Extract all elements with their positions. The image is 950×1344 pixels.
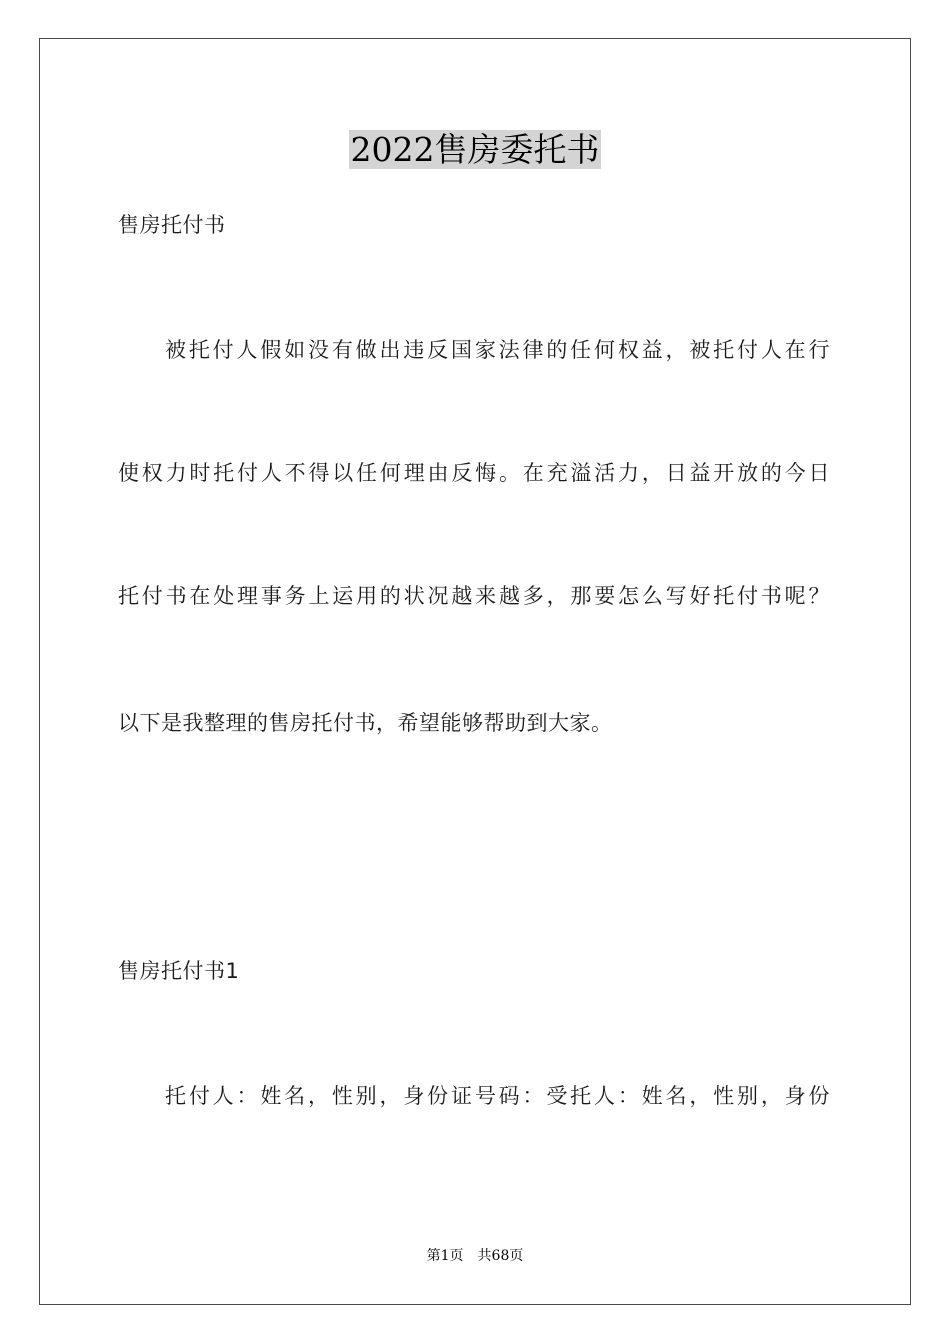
section-heading: 售房托付书1 [118,959,240,983]
paragraph-line: 使权力时托付人不得以任何理由反悔。在充溢活力，日益开放的今日 [118,461,830,485]
page-footer [0,1246,950,1266]
document-title-text: 2022售房委托书 [350,130,600,169]
paragraph-line: 托付人：姓名，性别，身份证号码：受托人：姓名，性别，身份 [165,1084,830,1108]
page-number: 第1页 [426,1248,464,1264]
paragraph-line: 被托付人假如没有做出违反国家法律的任何权益，被托付人在行 [165,338,830,362]
paragraph-line: 托付书在处理事务上运用的状况越来越多，那要怎么写好托付书呢？ [118,584,830,608]
paragraph-line: 以下是我整理的售房托付书，希望能够帮助到大家。 [118,711,613,735]
subtitle: 售房托付书 [118,213,226,237]
page-total: 共68页 [477,1248,524,1264]
document-title [0,128,950,172]
